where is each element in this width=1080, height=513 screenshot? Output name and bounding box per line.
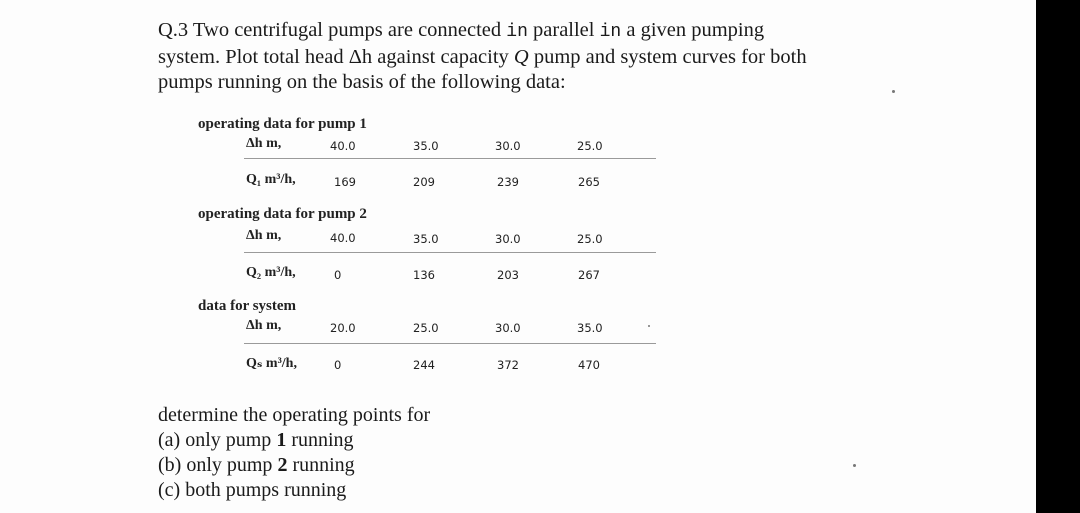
system-head-value: 25.0: [413, 321, 439, 335]
task-a: [158, 428, 430, 453]
pump1-head-value: 25.0: [577, 139, 603, 153]
pump2-q-label: Q₂ m³/h,: [246, 265, 296, 280]
pump1-head-value: 40.0: [330, 139, 356, 153]
pump2-head-value: 30.0: [495, 232, 521, 246]
system-title: data for system: [198, 298, 297, 314]
pump2-head-value: 35.0: [413, 232, 439, 246]
pump1-q-value: 209: [413, 175, 435, 189]
question-line-3: pumps running on the basis of the following data:: [158, 71, 566, 93]
screen-edge-band: [1036, 0, 1080, 513]
question-line-1: [158, 18, 898, 45]
question-line-1-mono: in: [506, 22, 528, 42]
pump1-q-value: 239: [497, 175, 519, 189]
pump1-head-label: Δh m,: [246, 136, 282, 151]
question-line-1-part: a given pumping: [621, 19, 765, 41]
question-line-2: [158, 45, 898, 70]
pump2-q-value: 203: [497, 268, 519, 282]
task-b-text: (b) only pump: [158, 454, 278, 476]
system-q-value: 372: [497, 358, 519, 372]
question-line-2-symbol: Q: [513, 46, 529, 68]
pump2-rule: [244, 252, 656, 253]
task-a-text: (a) only pump: [158, 429, 277, 451]
task-a-pump-number: 1: [276, 429, 287, 451]
scan-speck: [853, 464, 856, 467]
scan-speck: [648, 325, 650, 327]
pump1-q-value: 169: [334, 175, 356, 189]
task-a-text: running: [286, 429, 354, 451]
pump2-q-value: 267: [578, 268, 600, 282]
system-q-label: Qₛ m³/h,: [246, 356, 297, 371]
task-b-pump-number: 2: [277, 454, 288, 476]
question-line-1-mono: in: [599, 22, 622, 42]
task-list: [158, 403, 430, 503]
pump1-head-value: 35.0: [413, 139, 439, 153]
system-q-value: 244: [413, 358, 435, 372]
question-line-1-part: parallel: [527, 19, 600, 41]
pump1-q-value: 265: [578, 175, 600, 189]
task-b-text: running: [287, 454, 355, 476]
pump1-head-value: 30.0: [495, 139, 521, 153]
system-q-value: 0: [334, 358, 342, 372]
question-line-1-part: Q.3 Two centrifugal pumps are connected: [158, 19, 507, 41]
pump2-q-value: 0: [334, 268, 342, 282]
pump1-rule: [244, 158, 656, 159]
question-line-2-part: pump and system curves for both: [528, 46, 807, 68]
pump1-q-label: Q₁ m³/h,: [246, 172, 296, 187]
pump2-q-value: 136: [413, 268, 435, 282]
system-head-value: 20.0: [330, 321, 356, 335]
task-b: [158, 453, 430, 478]
scan-speck: [892, 90, 895, 93]
system-rule: [244, 343, 656, 344]
question-line-2-part: system. Plot total head Δh against capacity: [158, 46, 514, 68]
system-head-value: 35.0: [577, 321, 603, 335]
pump2-head-value: 25.0: [577, 232, 603, 246]
pump2-title: operating data for pump 2: [198, 206, 367, 222]
question-text: [158, 18, 898, 95]
pump2-head-label: Δh m,: [246, 228, 282, 243]
task-intro: determine the operating points for: [158, 404, 431, 426]
pump1-title: operating data for pump 1: [198, 116, 367, 132]
pump2-head-value: 40.0: [330, 231, 356, 245]
system-head-label: Δh m,: [246, 318, 282, 333]
system-head-value: 30.0: [495, 321, 521, 335]
task-c: (c) both pumps running: [158, 479, 347, 501]
system-q-value: 470: [578, 358, 600, 372]
